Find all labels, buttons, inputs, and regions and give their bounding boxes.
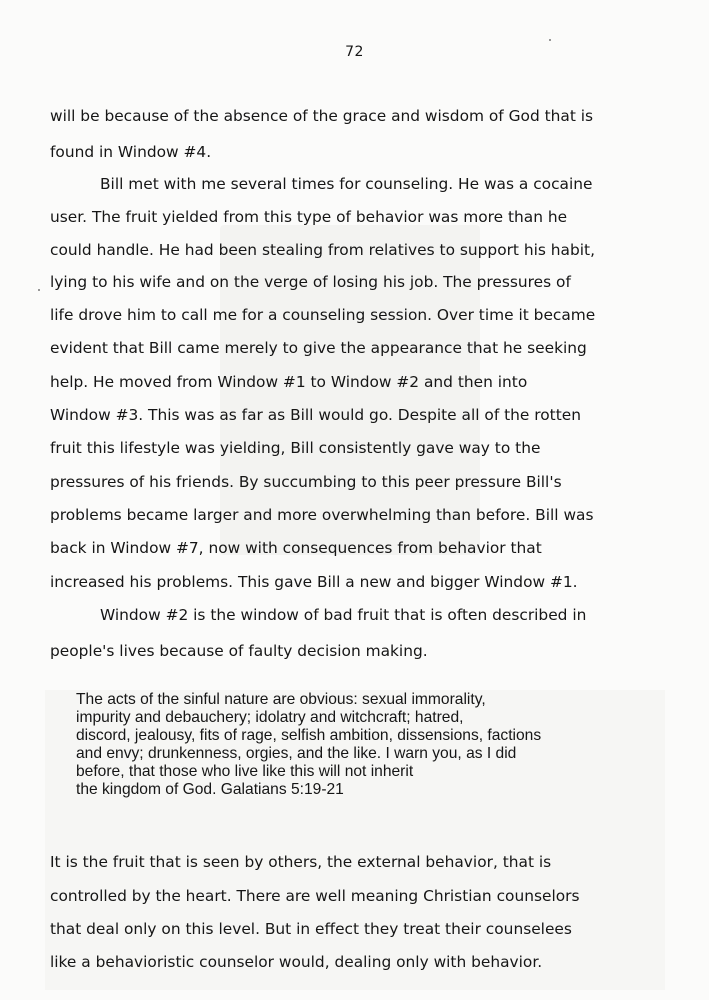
scan-speck (549, 39, 551, 41)
paragraph-1-line: found in Window #4. (50, 143, 212, 161)
paragraph-2-line: increased his problems. This gave Bill a new and bigger Window #1. (50, 573, 578, 591)
paragraph-4-line: that deal only on this level. But in effect they treat their counselees (50, 920, 572, 938)
scan-speck (38, 289, 40, 291)
paragraph-1-line: will be because of the absence of the grace and wisdom of God that is (50, 107, 594, 125)
scripture-quote-line: The acts of the sinful nature are obvious: sexual immorality, (76, 691, 486, 708)
scripture-quote-line: impurity and debauchery; idolatry and witchcraft; hatred, (76, 709, 464, 726)
paragraph-2-line: pressures of his friends. By succumbing to this peer pressure Bill's (50, 473, 562, 491)
scripture-quote-line: discord, jealousy, fits of rage, selfish ambition, dissensions, factions (76, 727, 542, 744)
scripture-quote-line: before, that those who live like this will not inherit (76, 763, 414, 780)
paragraph-3-line: people's lives because of faulty decision making. (50, 642, 428, 660)
paragraph-4-line: like a behavioristic counselor would, dealing only with behavior. (50, 953, 543, 971)
paragraph-4-line: controlled by the heart. There are well meaning Christian counselors (50, 887, 580, 905)
paragraph-2-line: back in Window #7, now with consequences from behavior that (50, 539, 542, 557)
paragraph-2-line: lying to his wife and on the verge of losing his job. The pressures of (50, 273, 571, 291)
scripture-quote-line: the kingdom of God. Galatians 5:19-21 (76, 781, 344, 798)
paragraph-4-line: It is the fruit that is seen by others, the external behavior, that is (50, 853, 552, 871)
paragraph-2-line: Bill met with me several times for counseling. He was a cocaine (100, 175, 593, 193)
paragraph-2-line: Window #3. This was as far as Bill would go. Despite all of the rotten (50, 406, 581, 424)
paragraph-2-line: evident that Bill came merely to give the appearance that he seeking (50, 339, 587, 357)
paragraph-2-line: could handle. He had been stealing from relatives to support his habit, (50, 241, 595, 259)
paragraph-2-line: help. He moved from Window #1 to Window #2 and then into (50, 373, 528, 391)
paragraph-2-line: fruit this lifestyle was yielding, Bill consistently gave way to the (50, 439, 541, 457)
paragraph-2-line: user. The fruit yielded from this type of behavior was more than he (50, 208, 568, 226)
paragraph-3-line: Window #2 is the window of bad fruit that is often described in (100, 606, 587, 624)
paragraph-2-line: life drove him to call me for a counseling session. Over time it became (50, 306, 596, 324)
paragraph-2-line: problems became larger and more overwhelming than before. Bill was (50, 506, 594, 524)
page-number: 72 (345, 44, 364, 60)
scripture-quote-line: and envy; drunkenness, orgies, and the like. I warn you, as I did (76, 745, 517, 762)
